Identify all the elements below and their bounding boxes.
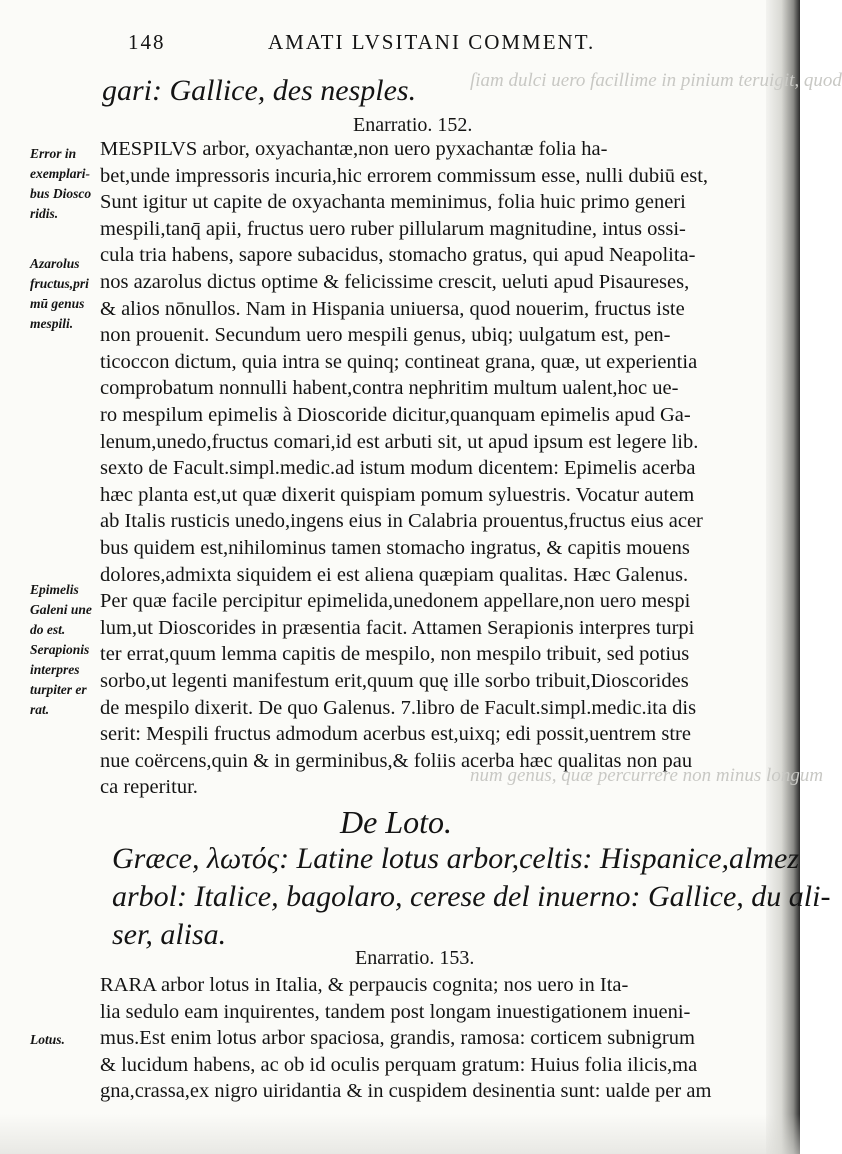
show-through-text: num genus, quæ percurrere non minus longum — [470, 765, 824, 786]
continued-names-line: gari: Gallice, des nesples. — [102, 74, 417, 107]
text-line: bet,unde impressoris incuria,hic errorem commissum esse, nulli dubiū est, — [100, 164, 709, 187]
text-line: MESPILVS arbor, oxyachantæ,non uero pyxachantæ folia ha- — [100, 138, 608, 160]
margin-note-line: rat. — [30, 702, 50, 717]
text-line: sorbo,ut legenti manifestum erit,quum quę ille sorbo tribuit,Dioscorides — [100, 670, 689, 692]
text-line: dolores,admixta siquidem ei est aliena quæpiam qualitas. Hæc Galenus. — [100, 563, 689, 586]
enarratio-heading-152: Enarratio. 152. — [353, 114, 473, 136]
text-line: & lucidum habens, ac ob id oculis perquam gratum: Huius folia ilicis,ma — [100, 1053, 698, 1076]
enarratio-heading-153: Enarratio. 153. — [355, 947, 475, 969]
page-bottom-shadow — [0, 1114, 800, 1154]
text-line: lum,ut Dioscorides in præsentia facit. Attamen Serapionis interpres turpi — [100, 616, 695, 639]
margin-note-line: Epimelis — [30, 582, 79, 597]
text-line: bus quidem est,nihilominus tamen stomacho ingratus, & capitis mouens — [100, 537, 690, 559]
lotus-names-line: arbol: Italice, bagolaro, cerese del inuerno: Gallice, du ali- — [112, 880, 831, 913]
margin-note-line: Serapionis — [30, 642, 90, 657]
margin-note-line: interpres — [30, 662, 80, 677]
section-title-de-loto: De Loto. — [340, 804, 452, 840]
text-line: comprobatum nonnulli habent,contra nephritim multum ualent,hoc ue- — [100, 377, 679, 400]
text-line: hæc planta est,ut quæ dixerit quispiam pomum syluestris. Vocatur autem — [100, 483, 695, 506]
text-line: Sunt igitur ut capite de oxyachanta meminimus, folia huic primo generi — [100, 191, 686, 214]
text-line: RARA arbor lotus in Italia, & perpaucis cognita; nos uero in Ita- — [100, 974, 629, 996]
text-line: ticoccon dictum, quia intra se quinq; contineat grana, quæ, ut experientia — [100, 350, 698, 373]
lotus-names-line: Græce, λωτός: Latine lotus arbor,celtis: Hispanice,almez — [112, 842, 800, 875]
margin-note-line: Error in — [30, 146, 77, 161]
book-gutter-shadow — [766, 0, 800, 1154]
text-line: non prouenit. Secundum uero mespili genus, ubiq; uulgatum est, pen- — [100, 324, 671, 347]
margin-note-lotus — [30, 1030, 118, 1050]
text-line: sexto de Facult.simpl.medic.ad istum modum dicentem: Epimelis acerba — [100, 457, 696, 480]
running-header — [128, 30, 768, 60]
text-line: de mespilo dixerit. De quo Galenus. 7.libro de Facult.simpl.medic.ita dis — [100, 696, 697, 719]
margin-note-line: mespili. — [30, 316, 74, 331]
margin-note-line: exemplari- — [30, 166, 90, 181]
margin-note-line: Galeni une — [30, 602, 92, 617]
text-line: mespili,tanq̄ apii, fructus uero ruber pillularum magnitudine, intus ossi- — [100, 217, 686, 240]
margin-note-line: Lotus. — [30, 1032, 65, 1047]
show-through-text: ſiam dulci uero facillime in pinium teruigit, quod — [470, 70, 842, 91]
margin-note-line: bus Diosco — [30, 186, 92, 201]
margin-note-line: do est. — [30, 622, 66, 637]
text-line: ter errat,quum lemma capitis de mespilo, non mespilo tribuit, sed potius — [100, 643, 690, 666]
text-line: mus.Est enim lotus arbor spaciosa, grandis, ramosa: corticem subnigrum — [100, 1027, 695, 1050]
page-number: 148 — [128, 30, 166, 54]
text-line: nue coërcens,quin & in germinibus,& foliis acerba hæc qualitas non pau — [100, 749, 693, 772]
text-line: cula tria habens, sapore subacidus, stomacho gratus, qui apud Neapolita- — [100, 244, 696, 267]
text-line: lenum,unedo,fructus comari,id est arbuti sit, ut apud ipsum est legere lib. — [100, 430, 699, 453]
text-line: ro mespilum epimelis à Dioscoride dicitur,quanquam epimelis apud Ga- — [100, 404, 691, 426]
text-line: serit: Mespili fructus admodum acerbus est,uixq; edi possit,uentrem stre — [100, 723, 691, 746]
margin-note-error — [30, 144, 118, 224]
text-line: ab Italis rusticis unedo,ingens eius in Calabria prouentus,fructus eius acer — [100, 510, 703, 533]
margin-note-line: ridis. — [30, 206, 59, 221]
margin-note-azarolus — [30, 254, 118, 334]
text-line: nos azarolus dictus optime & felicissime crescit, ueluti apud Pisaureses, — [100, 271, 690, 293]
text-line: ca reperitur. — [100, 776, 198, 799]
margin-note-line: turpiter er — [30, 682, 87, 697]
margin-note-line: fructus,pri — [30, 276, 89, 291]
text-line: gna,crassa,ex nigro uiridantia & in cuspidem desinentia sunt: ualde per am — [100, 1080, 712, 1103]
margin-note-line: Azarolus — [30, 256, 80, 271]
text-line: & alios nōnullos. Nam in Hispania uniuersa, quod nouerim, fructus iste — [100, 297, 685, 320]
running-title: AMATI LVSITANI COMMENT. — [268, 30, 596, 54]
margin-note-line: mū genus — [30, 296, 85, 311]
text-line: lia sedulo eam inquirentes, tandem post longam inuestigationem inueni- — [100, 1000, 691, 1023]
margin-note-epimelis — [30, 580, 118, 720]
lotus-names-line: ser, alisa. — [112, 918, 227, 951]
text-line: Per quæ facile percipitur epimelida,unedonem appellare,non uero mespi — [100, 590, 691, 613]
